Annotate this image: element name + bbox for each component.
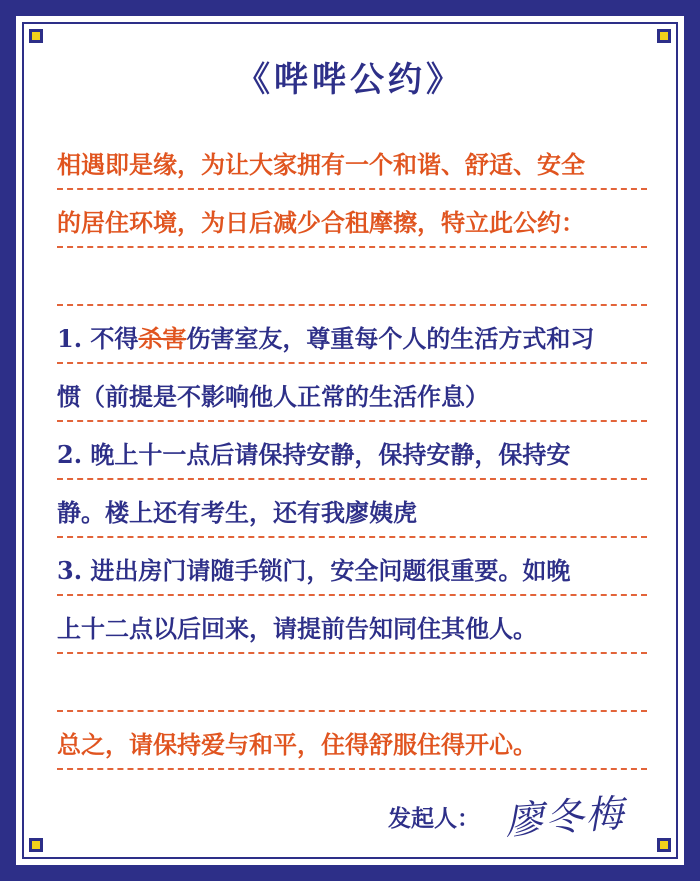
rule-1-line-2: 惯（前提是不影响他人正常的生活作息） [57, 382, 489, 411]
handwritten-signature: 廖冬梅 [503, 790, 627, 844]
closing-line: 总之，请保持爱与和平，住得舒服住得开心。 [57, 730, 537, 759]
rule-3-line-2: 上十二点以后回来，请提前告知同住其他人。 [57, 614, 537, 643]
rule-1-prefix: 1. 不得 [57, 324, 139, 353]
rule-1-line-1 [57, 324, 657, 354]
rule-3-line-1: 3. 进出房门请随手锁门，安全问题很重要。如晚 [57, 556, 571, 585]
signer-label: 发起人： [388, 805, 480, 832]
rule-2-line-2: 静。楼上还有考生，还有我廖姨虎 [57, 498, 417, 527]
rule-1-text: 伤害室友，尊重每个人的生活方式和习 [186, 324, 595, 353]
intro-line-2: 的居住环境，为日后减少合租摩擦，特立此公约： [57, 208, 585, 237]
intro-line-1: 相遇即是缘，为让大家拥有一个和谐、舒适、安全 [57, 150, 585, 179]
struck-out-word: 杀害 [138, 324, 187, 353]
ruled-line [57, 278, 647, 306]
rule-2-line-1: 2. 晚上十一点后请保持安静，保持安静，保持安 [57, 440, 571, 469]
page-title: 《哔哔公约》 [236, 60, 464, 100]
ruled-line [57, 684, 647, 712]
